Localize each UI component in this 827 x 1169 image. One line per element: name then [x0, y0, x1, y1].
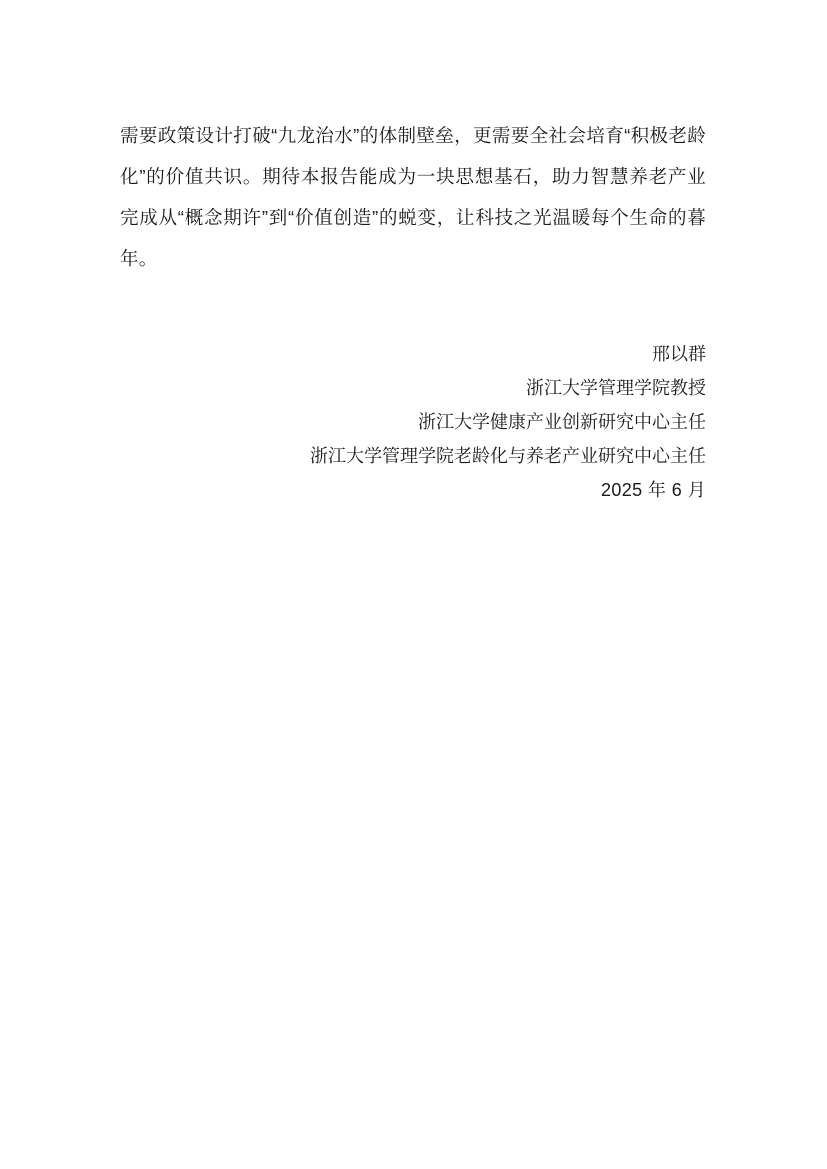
signature-title-aging-center-director: 浙江大学管理学院老龄化与养老产业研究中心主任: [310, 445, 706, 466]
signature-title-health-center-director: 浙江大学健康产业创新研究中心主任: [418, 411, 706, 432]
signature-block: [120, 337, 706, 507]
signature-date: 2025 年 6 月: [600, 479, 706, 500]
page-content: [120, 96, 706, 507]
signature-author-name: 邢以群: [652, 343, 706, 364]
body-paragraph: 需要政策设计打破“九龙治水”的体制壁垒，更需要全社会培育“积极老龄化”的价值共识。期待本报告能成为一块思想基石，助力智慧养老产业完成从“概念期许”到“价值创造”的蜕变，让科技之光温暖每个生命的暮年。: [120, 124, 706, 269]
signature-title-professor: 浙江大学管理学院教授: [526, 377, 706, 398]
